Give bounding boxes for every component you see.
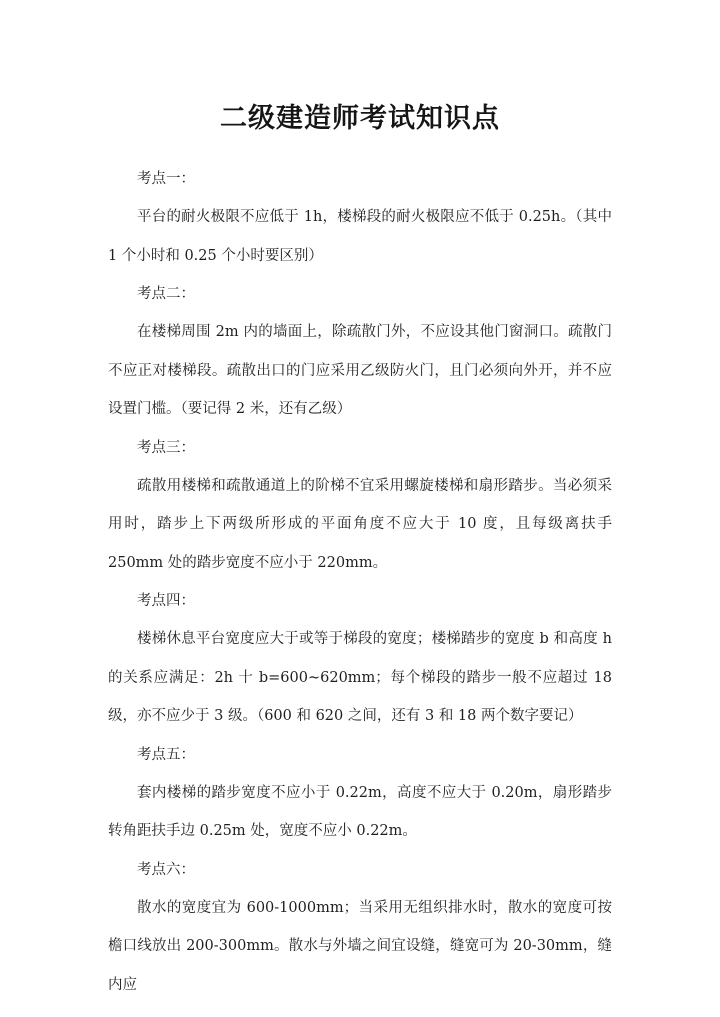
section-heading: 考点五： bbox=[137, 746, 195, 763]
section-heading: 考点二： bbox=[137, 286, 195, 302]
section-heading: 考点六： bbox=[137, 861, 195, 878]
section-1 bbox=[108, 160, 612, 275]
section-body: 散水的宽度宜为 600-1000mm；当采用无组织排水时，散水的宽度可按檐口线放出 200-300mm。散水与外墙之间宜设缝，缝宽可为 20-30mm，缝内应 bbox=[108, 899, 612, 993]
section-body: 楼梯休息平台宽度应大于或等于梯段的宽度；楼梯踏步的宽度 b 和高度 h 的关系应满足：2h 十 b=600~620mm；每个梯段的踏步一般不应超过 18 级，亦不应少于 3 级。（600 和 620 之间，还有 3 和 18 两个数字要记） bbox=[108, 631, 612, 724]
section-4 bbox=[108, 582, 612, 736]
document-title: 二级建造师考试知识点 bbox=[220, 103, 500, 134]
section-6 bbox=[108, 851, 612, 1005]
section-5 bbox=[108, 736, 612, 851]
section-3 bbox=[108, 429, 612, 583]
section-body: 疏散用楼梯和疏散通道上的阶梯不宜采用螺旋楼梯和扇形踏步。当必须采用时，踏步上下两级所形成的平面角度不应大于 10 度，且每级离扶手 250mm 处的踏步宽度不应小于 220mm。 bbox=[108, 477, 612, 571]
section-heading: 考点三： bbox=[137, 439, 195, 456]
section-body: 平台的耐火极限不应低于 1h，楼梯段的耐火极限应不低于 0.25h。（其中 1 个小时和 0.25 个小时要区别） bbox=[108, 209, 612, 264]
section-heading: 考点一： bbox=[137, 171, 195, 187]
section-body: 套内楼梯的踏步宽度不应小于 0.22m，高度不应大于 0.20m，扇形踏步转角距扶手边 0.25m 处，宽度不应小 0.22m。 bbox=[108, 784, 612, 839]
section-heading: 考点四： bbox=[137, 593, 195, 609]
document-page bbox=[108, 96, 612, 1004]
section-body: 在楼梯周围 2m 内的墙面上，除疏散门外，不应设其他门窗洞口。疏散门不应正对楼梯段。疏散出口的门应采用乙级防火门，且门必须向外开，并不应设置门槛。（要记得 2 米，还有乙级） bbox=[108, 324, 612, 417]
section-2 bbox=[108, 275, 612, 429]
